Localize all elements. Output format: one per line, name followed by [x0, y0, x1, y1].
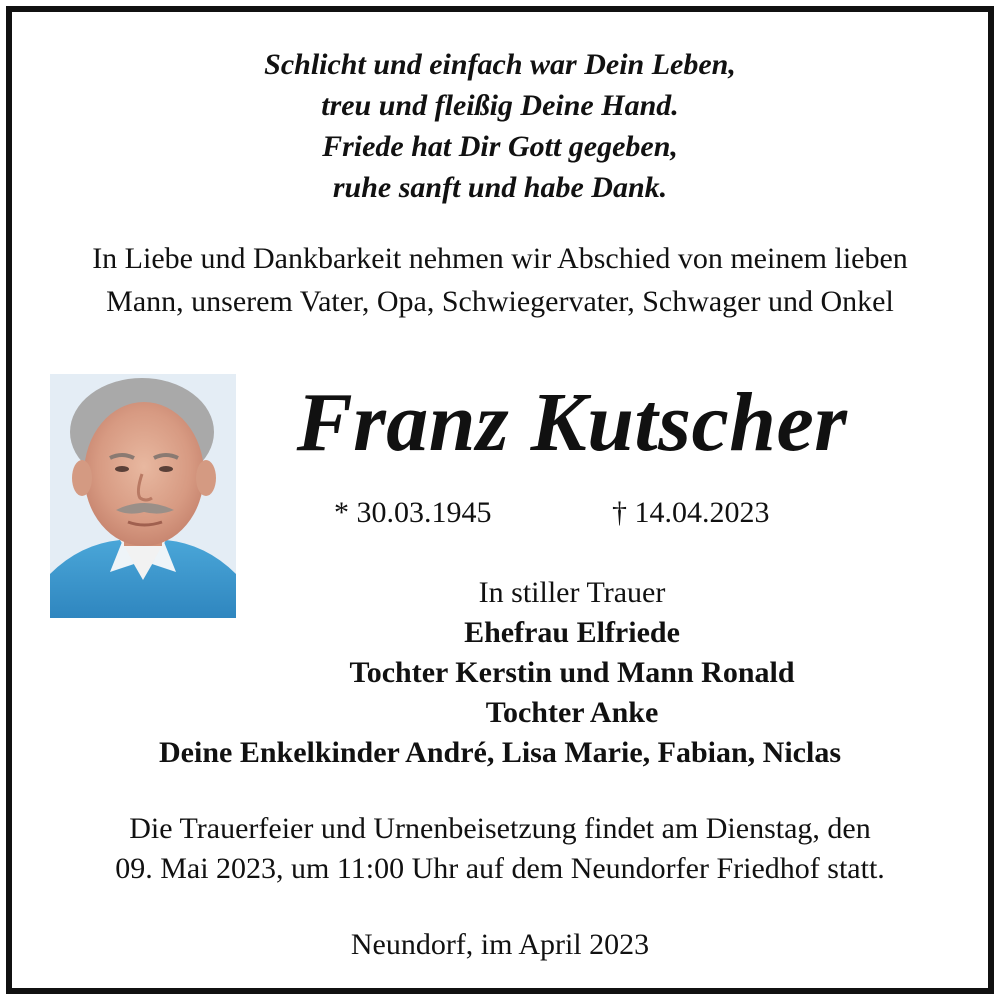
funeral-line-1: Die Trauerfeier und Urnenbeisetzung findet am Dienstag, den: [129, 812, 871, 845]
portrait-photo: [50, 374, 236, 618]
mourner-2: Tochter Kerstin und Mann Ronald: [349, 656, 795, 689]
mourner-3: Tochter Anke: [485, 696, 659, 729]
birth-date: * 30.03.1945: [334, 496, 492, 529]
death-date: † 14.04.2023: [612, 496, 770, 529]
place-date: Neundorf, im April 2023: [350, 928, 650, 961]
obituary-frame: [6, 6, 994, 994]
mourner-1: Ehefrau Elfriede: [464, 616, 680, 649]
mourning-heading: In stiller Trauer: [478, 576, 666, 609]
poem-line-4: ruhe sanft und habe Dank.: [332, 171, 668, 204]
poem-line-1: Schlicht und einfach war Dein Leben,: [264, 48, 736, 81]
poem-line-3: Friede hat Dir Gott gegeben,: [322, 130, 678, 163]
intro-line-1: In Liebe und Dankbarkeit nehmen wir Abschied von meinem lieben: [92, 242, 908, 275]
mourner-4: Deine Enkelkinder André, Lisa Marie, Fabian, Niclas: [159, 736, 841, 769]
intro-line-2: Mann, unserem Vater, Opa, Schwiegervater, Schwager und Onkel: [106, 285, 894, 318]
deceased-name: Franz Kutscher: [296, 376, 848, 469]
portrait-image: [50, 374, 236, 618]
funeral-line-2: 09. Mai 2023, um 11:00 Uhr auf dem Neundorfer Friedhof statt.: [115, 852, 885, 885]
poem-line-2: treu und fleißig Deine Hand.: [321, 89, 679, 122]
